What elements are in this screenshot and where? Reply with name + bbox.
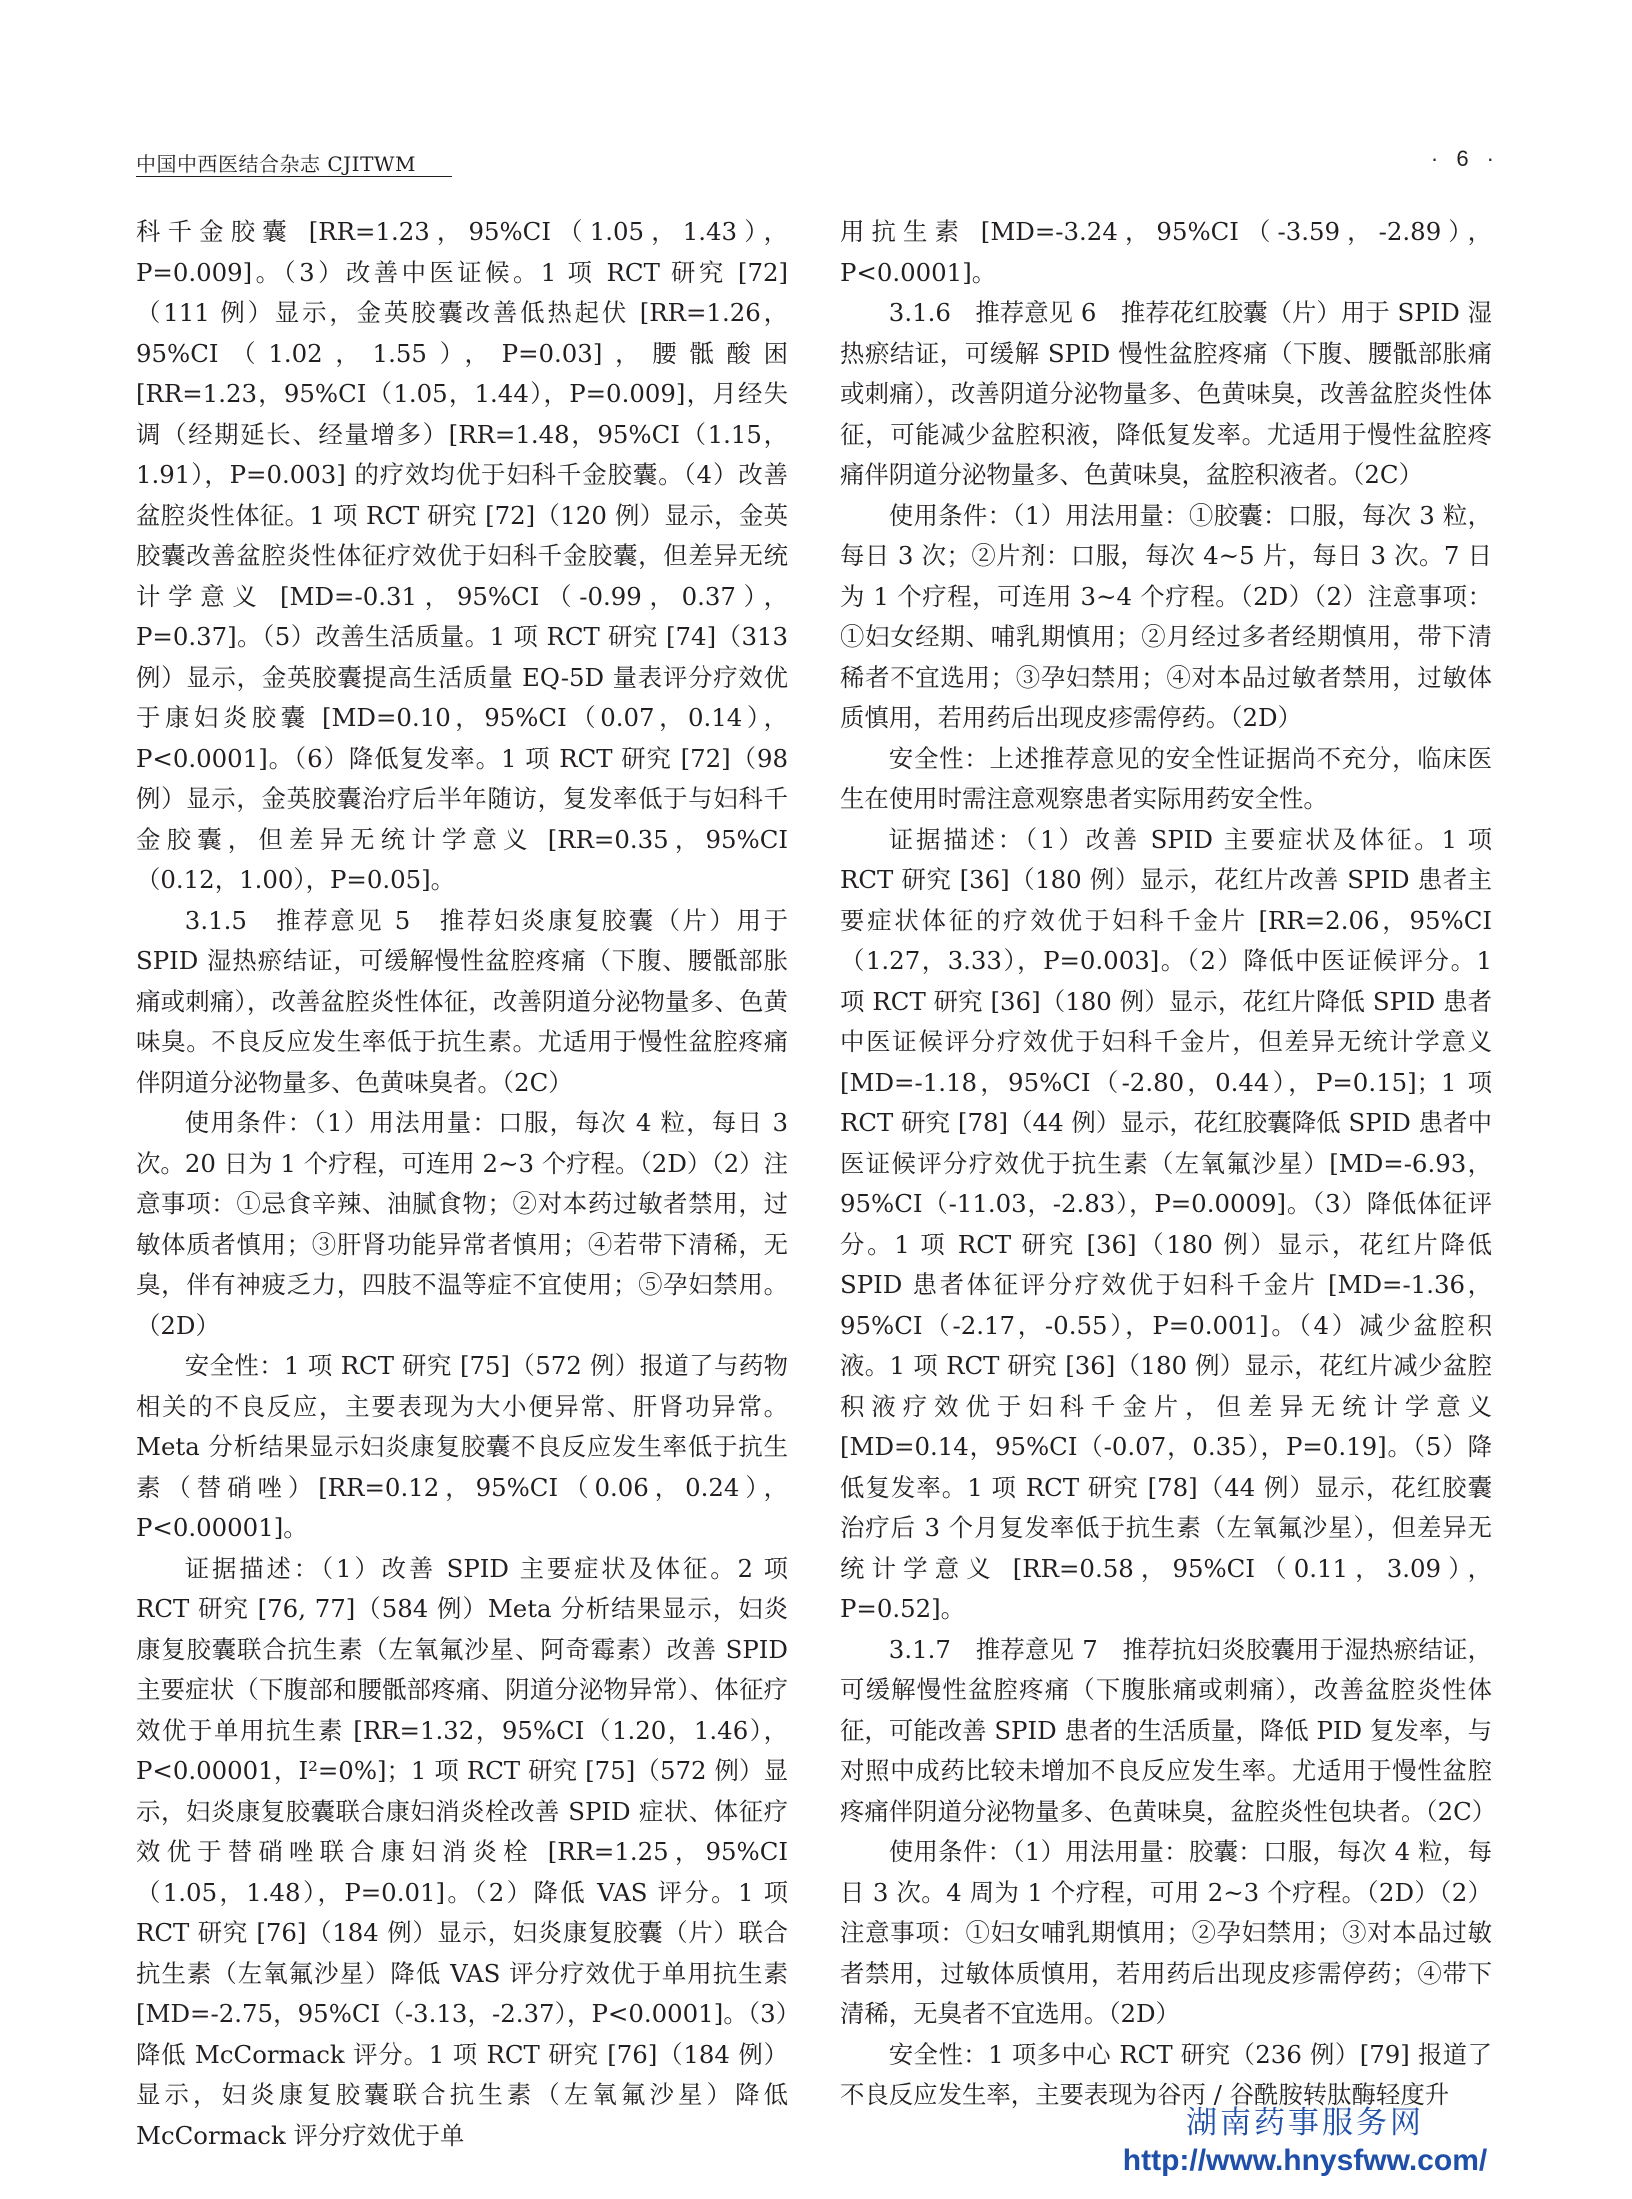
right-column <box>840 212 1497 2116</box>
evidence-description: 证据描述：（1）改善 SPID 主要症状及体征。2 项 RCT 研究 [76, 77]（584 例）Meta 分析结果显示，妇炎康复胶囊联合抗生素（左氧氟沙星、阿奇霉素）改善 SPID 主要症状（下腹部和腰骶部疼痛、阴道分泌物异常）、体征疗效优于单用抗生素 [RR=1.32，95%CI（1.20，1.46），P<0.00001，I²=0%]；1 项 RCT 研究 [75]（572 例）显示，妇炎康复胶囊联合康妇消炎栓改善 SPID 症状、体征疗效优于替硝唑联合康妇消炎栓 [RR=1.25，95%CI（1.05，1.48），P=0.01]。（2）降低 VAS 评分。1 项 RCT 研究 [76]（184 例）显示，妇炎康复胶囊（片）联合抗生素（左氧氟沙星）降低 VAS 评分疗效优于单用抗生素 [MD=-2.75，95%CI（-3.13，-2.37），P<0.0001]。（3）降低 McCormack 评分。1 项 RCT 研究 [76]（184 例）显示，妇炎康复胶囊联合抗生素（左氧氟沙星）降低 McCormack 评分疗效优于单 <box>136 1553 788 2150</box>
watermark-site-name: 湖南药事服务网 <box>1186 2105 1424 2141</box>
left-column <box>136 212 788 2156</box>
usage-conditions: 使用条件：（1）用法用量：胶囊：口服，每次 4 粒，每日 3 次。4 周为 1 个疗程，可用 2~3 个疗程。（2D）（2）注意事项：①妇女哺乳期慎用；②孕妇禁用；③对本品过敏者禁用，过敏体质慎用，若用药后出现皮疹需停药；④带下清稀，无臭者不宜选用。（2D） <box>840 1837 1492 2028</box>
site-watermark <box>1100 2104 1510 2180</box>
watermark-url-link[interactable]: http://www.hnysfww.com/ <box>1122 2144 1488 2177</box>
recommendation-5: 3.1.5 推荐意见 5 推荐妇炎康复胶囊（片）用于 SPID 湿热瘀结证，可缓解慢性盆腔疼痛（下腹、腰骶部胀痛或刺痛），改善盆腔炎性体征，改善阴道分泌物量多、色黄味臭。不良反应发生率低于抗生素。尤适用于慢性盆腔疼痛伴阴道分泌物量多、色黄味臭者。（2C） <box>136 905 788 1097</box>
usage-conditions: 使用条件：（1）用法用量：①胶囊：口服，每次 3 粒，每日 3 次；②片剂：口服，每次 4~5 片，每日 3 次。7 日为 1 个疗程，可连用 3~4 个疗程。（2D）（2）注意事项：①妇女经期、哺乳期慎用；②月经过多者经期慎用，带下清稀者不宜选用；③孕妇禁用；④对本品过敏者禁用，过敏体质慎用，若用药后出现皮疹需停药。（2D） <box>840 500 1492 732</box>
recommendation-6: 3.1.6 推荐意见 6 推荐花红胶囊（片）用于 SPID 湿热瘀结证，可缓解 SPID 慢性盆腔疼痛（下腹、腰骶部胀痛或刺痛），改善阴道分泌物量多、色黄味臭，改善盆腔炎性体征，可能减少盆腔积液，降低复发率。尤适用于慢性盆腔疼痛伴阴道分泌物量多、色黄味臭，盆腔积液者。（2C） <box>840 298 1492 489</box>
paragraph: 用抗生素 [MD=-3.24，95%CI（-3.59，-2.89），P<0.0001]。 <box>840 217 1492 287</box>
safety-paragraph: 安全性：1 项 RCT 研究 [75]（572 例）报道了与药物相关的不良反应，主要表现为大小便异常、肝肾功异常。Meta 分析结果显示妇炎康复胶囊不良反应发生率低于抗生素（替硝唑）[RR=0.12，95%CI（0.06，0.24），P<0.00001]。 <box>136 1351 788 1542</box>
header-rule <box>136 176 452 177</box>
recommendation-7: 3.1.7 推荐意见 7 推荐抗妇炎胶囊用于湿热瘀结证，可缓解慢性盆腔疼痛（下腹胀痛或刺痛），改善盆腔炎性体征，可能改善 SPID 患者的生活质量，降低 PID 复发率，与对照中成药比较未增加不良反应发生率。尤适用于慢性盆腔疼痛伴阴道分泌物量多、色黄味臭，盆腔炎性包块者。（2C） <box>840 1634 1497 1826</box>
evidence-description: 证据描述：（1）改善 SPID 主要症状及体征。1 项 RCT 研究 [36]（180 例）显示，花红片改善 SPID 患者主要症状体征的疗效优于妇科千金片 [RR=2.06，95%CI（1.27，3.33），P=0.003]。（2）降低中医证候评分。1 项 RCT 研究 [36]（180 例）显示，花红片降低 SPID 患者中医证候评分疗效优于妇科千金片，但差异无统计学意义 [MD=-1.18，95%CI（-2.80，0.44），P=0.15]；1 项 RCT 研究 [78]（44 例）显示，花红胶囊降低 SPID 患者中医证候评分疗效优于抗生素（左氧氟沙星）[MD=-6.93，95%CI（-11.03，-2.83），P=0.0009]。（3）降低体征评分。1 项 RCT 研究 [36]（180 例）显示，花红片降低 SPID 患者体征评分疗效优于妇科千金片 [MD=-1.36，95%CI（-2.17，-0.55），P=0.001]。（4）减少盆腔积液。1 项 RCT 研究 [36]（180 例）显示，花红片减少盆腔积液疗效优于妇科千金片，但差异无统计学意义 [MD=0.14，95%CI（-0.07，0.35），P=0.19]。（5）降低复发率。1 项 RCT 研究 [78]（44 例）显示，花红胶囊治疗后 3 个月复发率低于抗生素（左氧氟沙星），但差异无统计学意义 [RR=0.58，95%CI（0.11，3.09），P=0.52]。 <box>840 824 1492 1623</box>
paragraph: 科千金胶囊 [RR=1.23，95%CI（1.05，1.43），P=0.009]。（3）改善中医证候。1 项 RCT 研究 [72]（111 例）显示，金英胶囊改善低热起伏 [RR=1.26，95%CI（1.02，1.55），P=0.03]，腰骶酸困 [RR=1.23，95%CI（1.05，1.44），P=0.009]，月经失调（经期延长、经量增多）[RR=1.48，95%CI（1.15，1.91），P=0.003] 的疗效均优于妇科千金胶囊。（4）改善盆腔炎性体征。1 项 RCT 研究 [72]（120 例）显示，金英胶囊改善盆腔炎性体征疗效优于妇科千金胶囊，但差异无统计学意义 [MD=-0.31，95%CI（-0.99，0.37），P=0.37]。（5）改善生活质量。1 项 RCT 研究 [74]（313 例）显示，金英胶囊提高生活质量 EQ-5D 量表评分疗效优于康妇炎胶囊 [MD=0.10，95%CI（0.07，0.14），P<0.0001]。（6）降低复发率。1 项 RCT 研究 [72]（98 例）显示，金英胶囊治疗后半年随访，复发率低于与妇科千金胶囊，但差异无统计学意义 [RR=0.35，95%CI（0.12，1.00），P=0.05]。 <box>136 217 788 894</box>
journal-header: 中国中西医结合杂志 CJITWM <box>136 152 416 176</box>
page-number: · 6 · <box>1430 146 1500 171</box>
usage-conditions: 使用条件：（1）用法用量：口服，每次 4 粒，每日 3 次。20 日为 1 个疗程，可连用 2~3 个疗程。（2D）（2）注意事项：①忌食辛辣、油腻食物；②对本药过敏者禁用，过敏体质者慎用；③肝肾功能异常者慎用；④若带下清稀，无臭，伴有神疲乏力，四肢不温等症不宜使用；⑤孕妇禁用。（2D） <box>136 1108 788 1340</box>
safety-paragraph: 安全性：上述推荐意见的安全性证据尚不充分，临床医生在使用时需注意观察患者实际用药安全性。 <box>840 743 1492 813</box>
safety-paragraph: 安全性：1 项多中心 RCT 研究（236 例）[79] 报道了不良反应发生率，主要表现为谷丙 / 谷酰胺转肽酶轻度升 <box>840 2039 1492 2109</box>
